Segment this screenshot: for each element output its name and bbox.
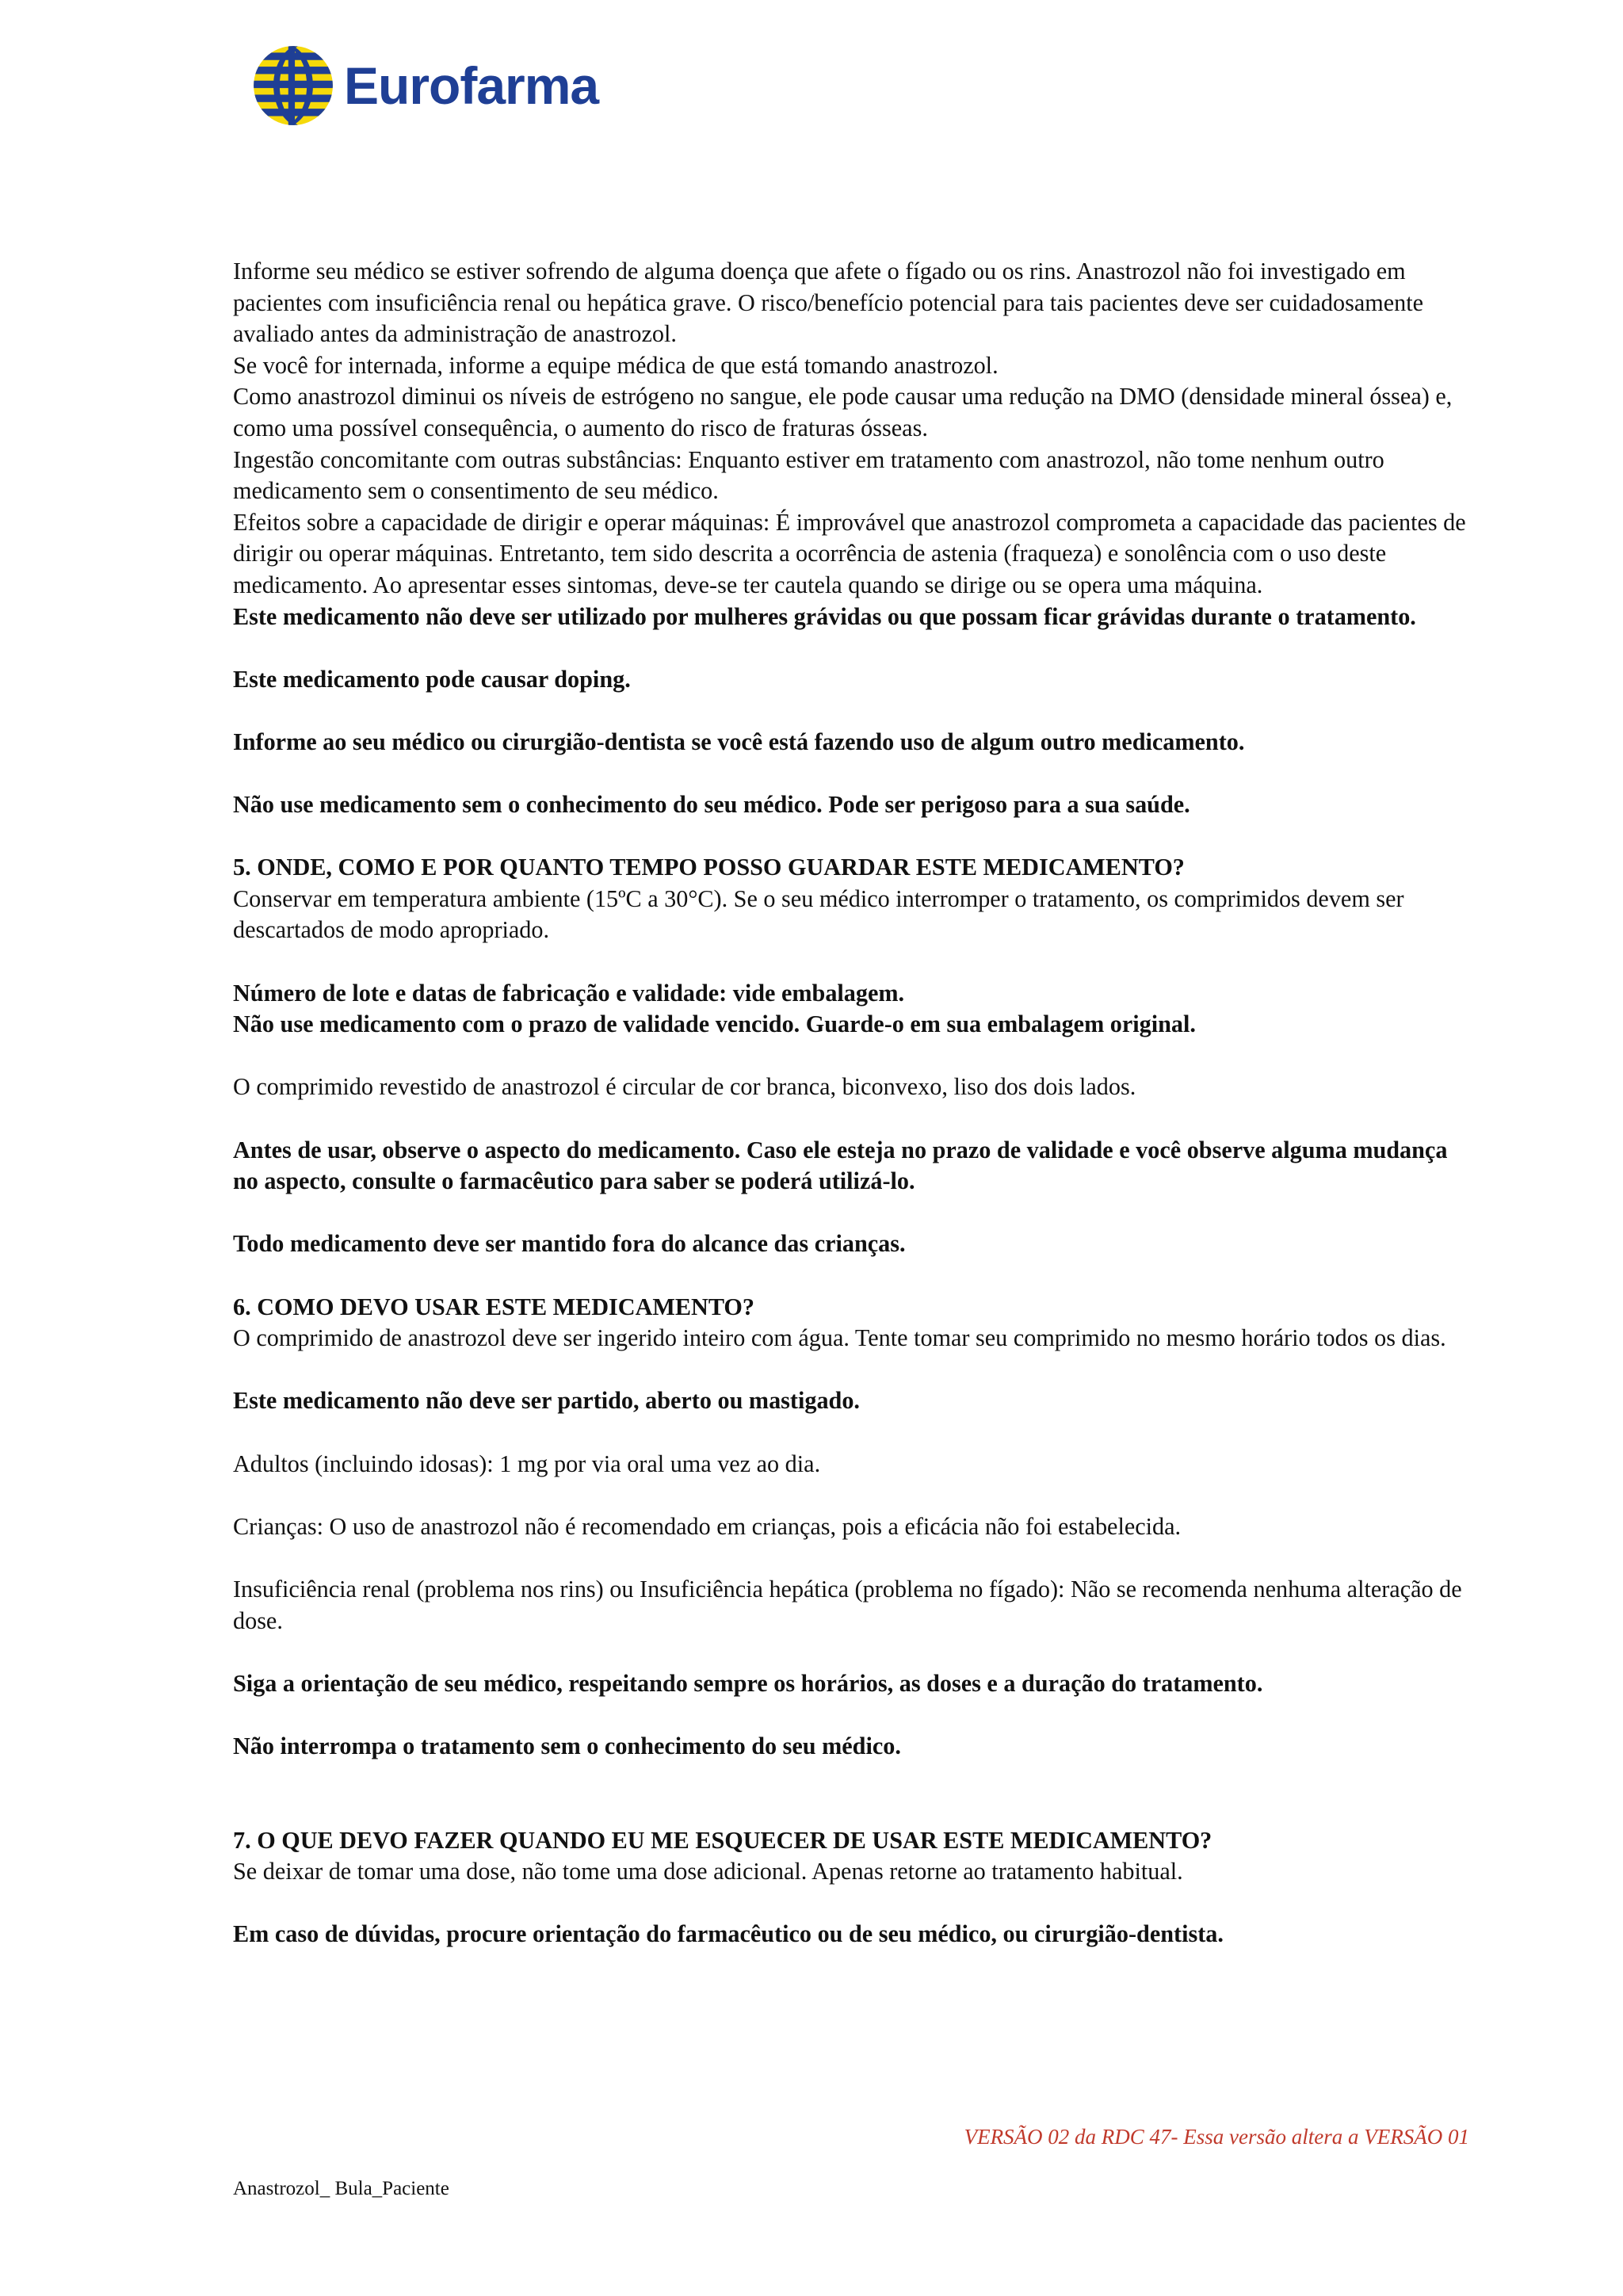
globe-icon <box>252 44 334 127</box>
paragraph: Ingestão concomitante com outras substâncias: Enquanto estiver em tratamento com anastrozol, não tome nenhum outro medicamento sem o consentimento de seu médico. <box>233 445 1384 505</box>
appearance-warning: Antes de usar, observe o aspecto do medicamento. Caso ele esteja no prazo de validade e você observe alguma mudança no aspecto, consulte o farmacêutico para saber se poderá utilizá-lo. <box>233 1136 1448 1195</box>
version-note: VERSÃO 02 da RDC 47- Essa versão altera a VERSÃO 01 <box>964 2125 1469 2149</box>
doubts-warning: Em caso de dúvidas, procure orientação do farmacêutico ou de seu médico, ou cirurgião-dentista. <box>233 1920 1224 1948</box>
no-interrupt-warning: Não interrompa o tratamento sem o conhecimento do seu médico. <box>233 1732 901 1759</box>
warning-no-self-medication: Não use medicamento sem o conhecimento do seu médico. Pode ser perigoso para a sua saúde. <box>233 791 1190 819</box>
warning-pregnancy: Este medicamento não deve ser utilizado por mulheres grávidas ou que possam ficar grávidas durante o tratamento. <box>233 602 1416 630</box>
paragraph: Conservar em temperatura ambiente (15ºC a 30°C). Se o seu médico interromper o tratamento, os comprimidos devem ser descartados de modo apropriado. <box>233 884 1404 944</box>
expiry-warning: Não use medicamento com o prazo de validade vencido. Guarde-o em sua embalagem original. <box>233 1010 1196 1038</box>
batch-info: Número de lote e datas de fabricação e validade: vide embalagem. <box>233 979 905 1007</box>
warning-inform-doctor: Informe ao seu médico ou cirurgião-dentista se você está fazendo uso de algum outro medicamento. <box>233 728 1245 755</box>
logo-wordmark: Eurofarma <box>344 55 599 115</box>
no-split-warning: Este medicamento não deve ser partido, aberto ou mastigado. <box>233 1387 860 1415</box>
eurofarma-logo <box>252 44 598 127</box>
paragraph: Se você for internada, informe a equipe médica de que está tomando anastrozol. <box>233 351 999 379</box>
document-name: Anastrozol_ Bula_Paciente <box>233 2178 449 2199</box>
paragraph: Adultos (incluindo idosas): 1 mg por via oral uma vez ao dia. <box>233 1450 821 1477</box>
section-heading-6: 6. COMO DEVO USAR ESTE MEDICAMENTO? <box>233 1293 754 1320</box>
follow-doctor-warning: Siga a orientação de seu médico, respeitando sempre os horários, as doses e a duração do tratamento. <box>233 1669 1263 1697</box>
warning-doping: Este medicamento pode causar doping. <box>233 665 631 693</box>
leaflet-body <box>233 256 1469 1950</box>
children-warning: Todo medicamento deve ser mantido fora do alcance das crianças. <box>233 1230 906 1258</box>
section-heading-7: 7. O QUE DEVO FAZER QUANDO EU ME ESQUECER DE USAR ESTE MEDICAMENTO? <box>233 1826 1212 1854</box>
paragraph: Informe seu médico se estiver sofrendo de alguma doença que afete o fígado ou os rins. Anastrozol não foi investigado em pacientes com insuficiência renal ou hepática grave. O risco/benefício potencial para tais pacientes deve ser cuidadosamente avaliado antes da administração de anastrozol. <box>233 258 1423 348</box>
paragraph: O comprimido revestido de anastrozol é circular de cor branca, biconvexo, liso dos dois lados. <box>233 1073 1136 1101</box>
paragraph: Crianças: O uso de anastrozol não é recomendado em crianças, pois a eficácia não foi estabelecida. <box>233 1512 1182 1540</box>
section-heading-5: 5. ONDE, COMO E POR QUANTO TEMPO POSSO GUARDAR ESTE MEDICAMENTO? <box>233 854 1185 881</box>
paragraph: Como anastrozol diminui os níveis de estrógeno no sangue, ele pode causar uma redução na DMO (densidade mineral óssea) e, como uma possível consequência, o aumento do risco de fraturas ósseas. <box>233 383 1453 441</box>
paragraph: Efeitos sobre a capacidade de dirigir e operar máquinas: É improvável que anastrozol comprometa a capacidade das pacientes de dirigir ou operar máquinas. Entretanto, tem sido descrita a ocorrência de astenia (fraqueza) e sonolência com o uso deste medicamento. Ao apresentar esses sintomas, deve-se ter cautela quando se dirige ou se opera uma máquina. <box>233 508 1466 598</box>
paragraph: O comprimido de anastrozol deve ser ingerido inteiro com água. Tente tomar seu comprimido no mesmo horário todos os dias. <box>233 1324 1446 1352</box>
paragraph: Se deixar de tomar uma dose, não tome uma dose adicional. Apenas retorne ao tratamento habitual. <box>233 1858 1183 1885</box>
paragraph: Insuficiência renal (problema nos rins) ou Insuficiência hepática (problema no fígado): Não se recomenda nenhuma alteração de dose. <box>233 1575 1462 1634</box>
